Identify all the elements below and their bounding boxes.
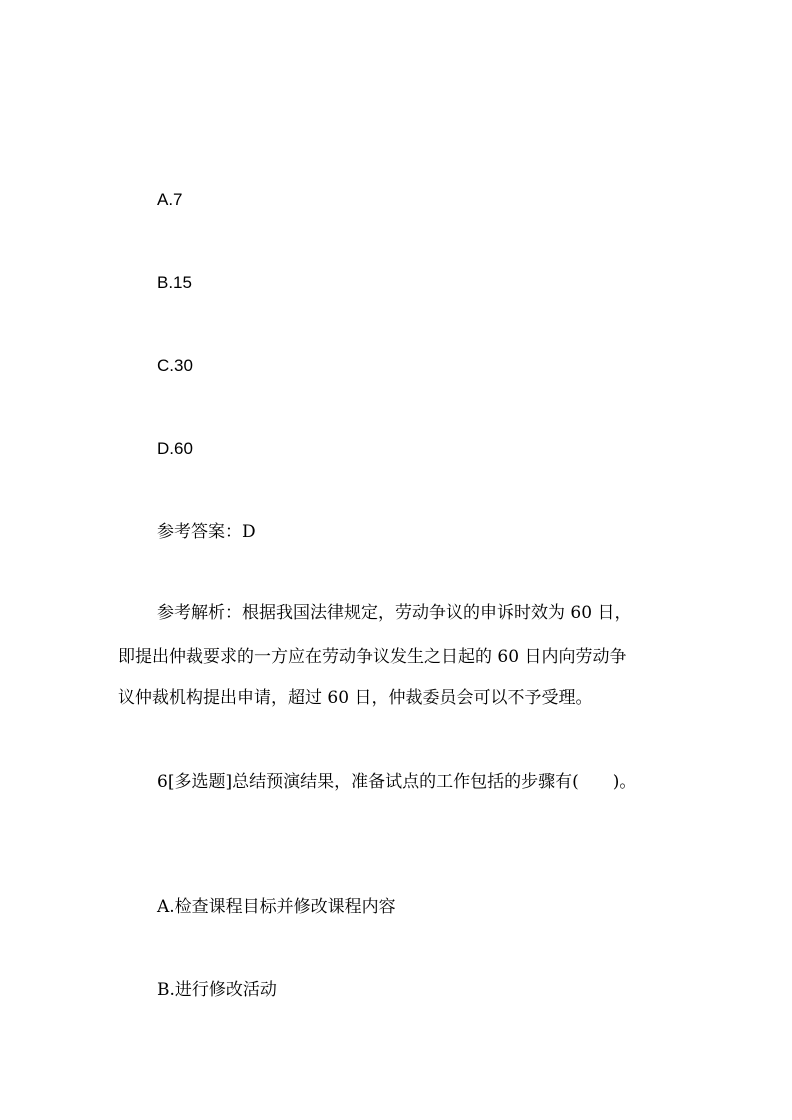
option-a: A.7 [157,190,183,209]
option-d: D.60 [157,439,193,458]
question-6-stem: 6[多选题]总结预演结果，准备试点的工作包括的步骤有( )。 [157,772,637,792]
q6-option-a: A.检查课程目标并修改课程内容 [157,897,396,917]
analysis-line-2: 即提出仲裁要求的一方应在劳动争议发生之日起的 60 日内向劳动争 [118,647,627,667]
analysis-line-1: 参考解析：根据我国法律规定，劳动争议的申诉时效为 60 日， [157,603,632,623]
option-c: C.30 [157,356,193,375]
option-b: B.15 [157,273,192,292]
analysis-line-3: 议仲裁机构提出申请，超过 60 日，仲裁委员会可以不予受理。 [118,688,593,708]
reference-answer: 参考答案：D [157,522,256,542]
q6-option-b: B.进行修改活动 [157,980,277,1000]
